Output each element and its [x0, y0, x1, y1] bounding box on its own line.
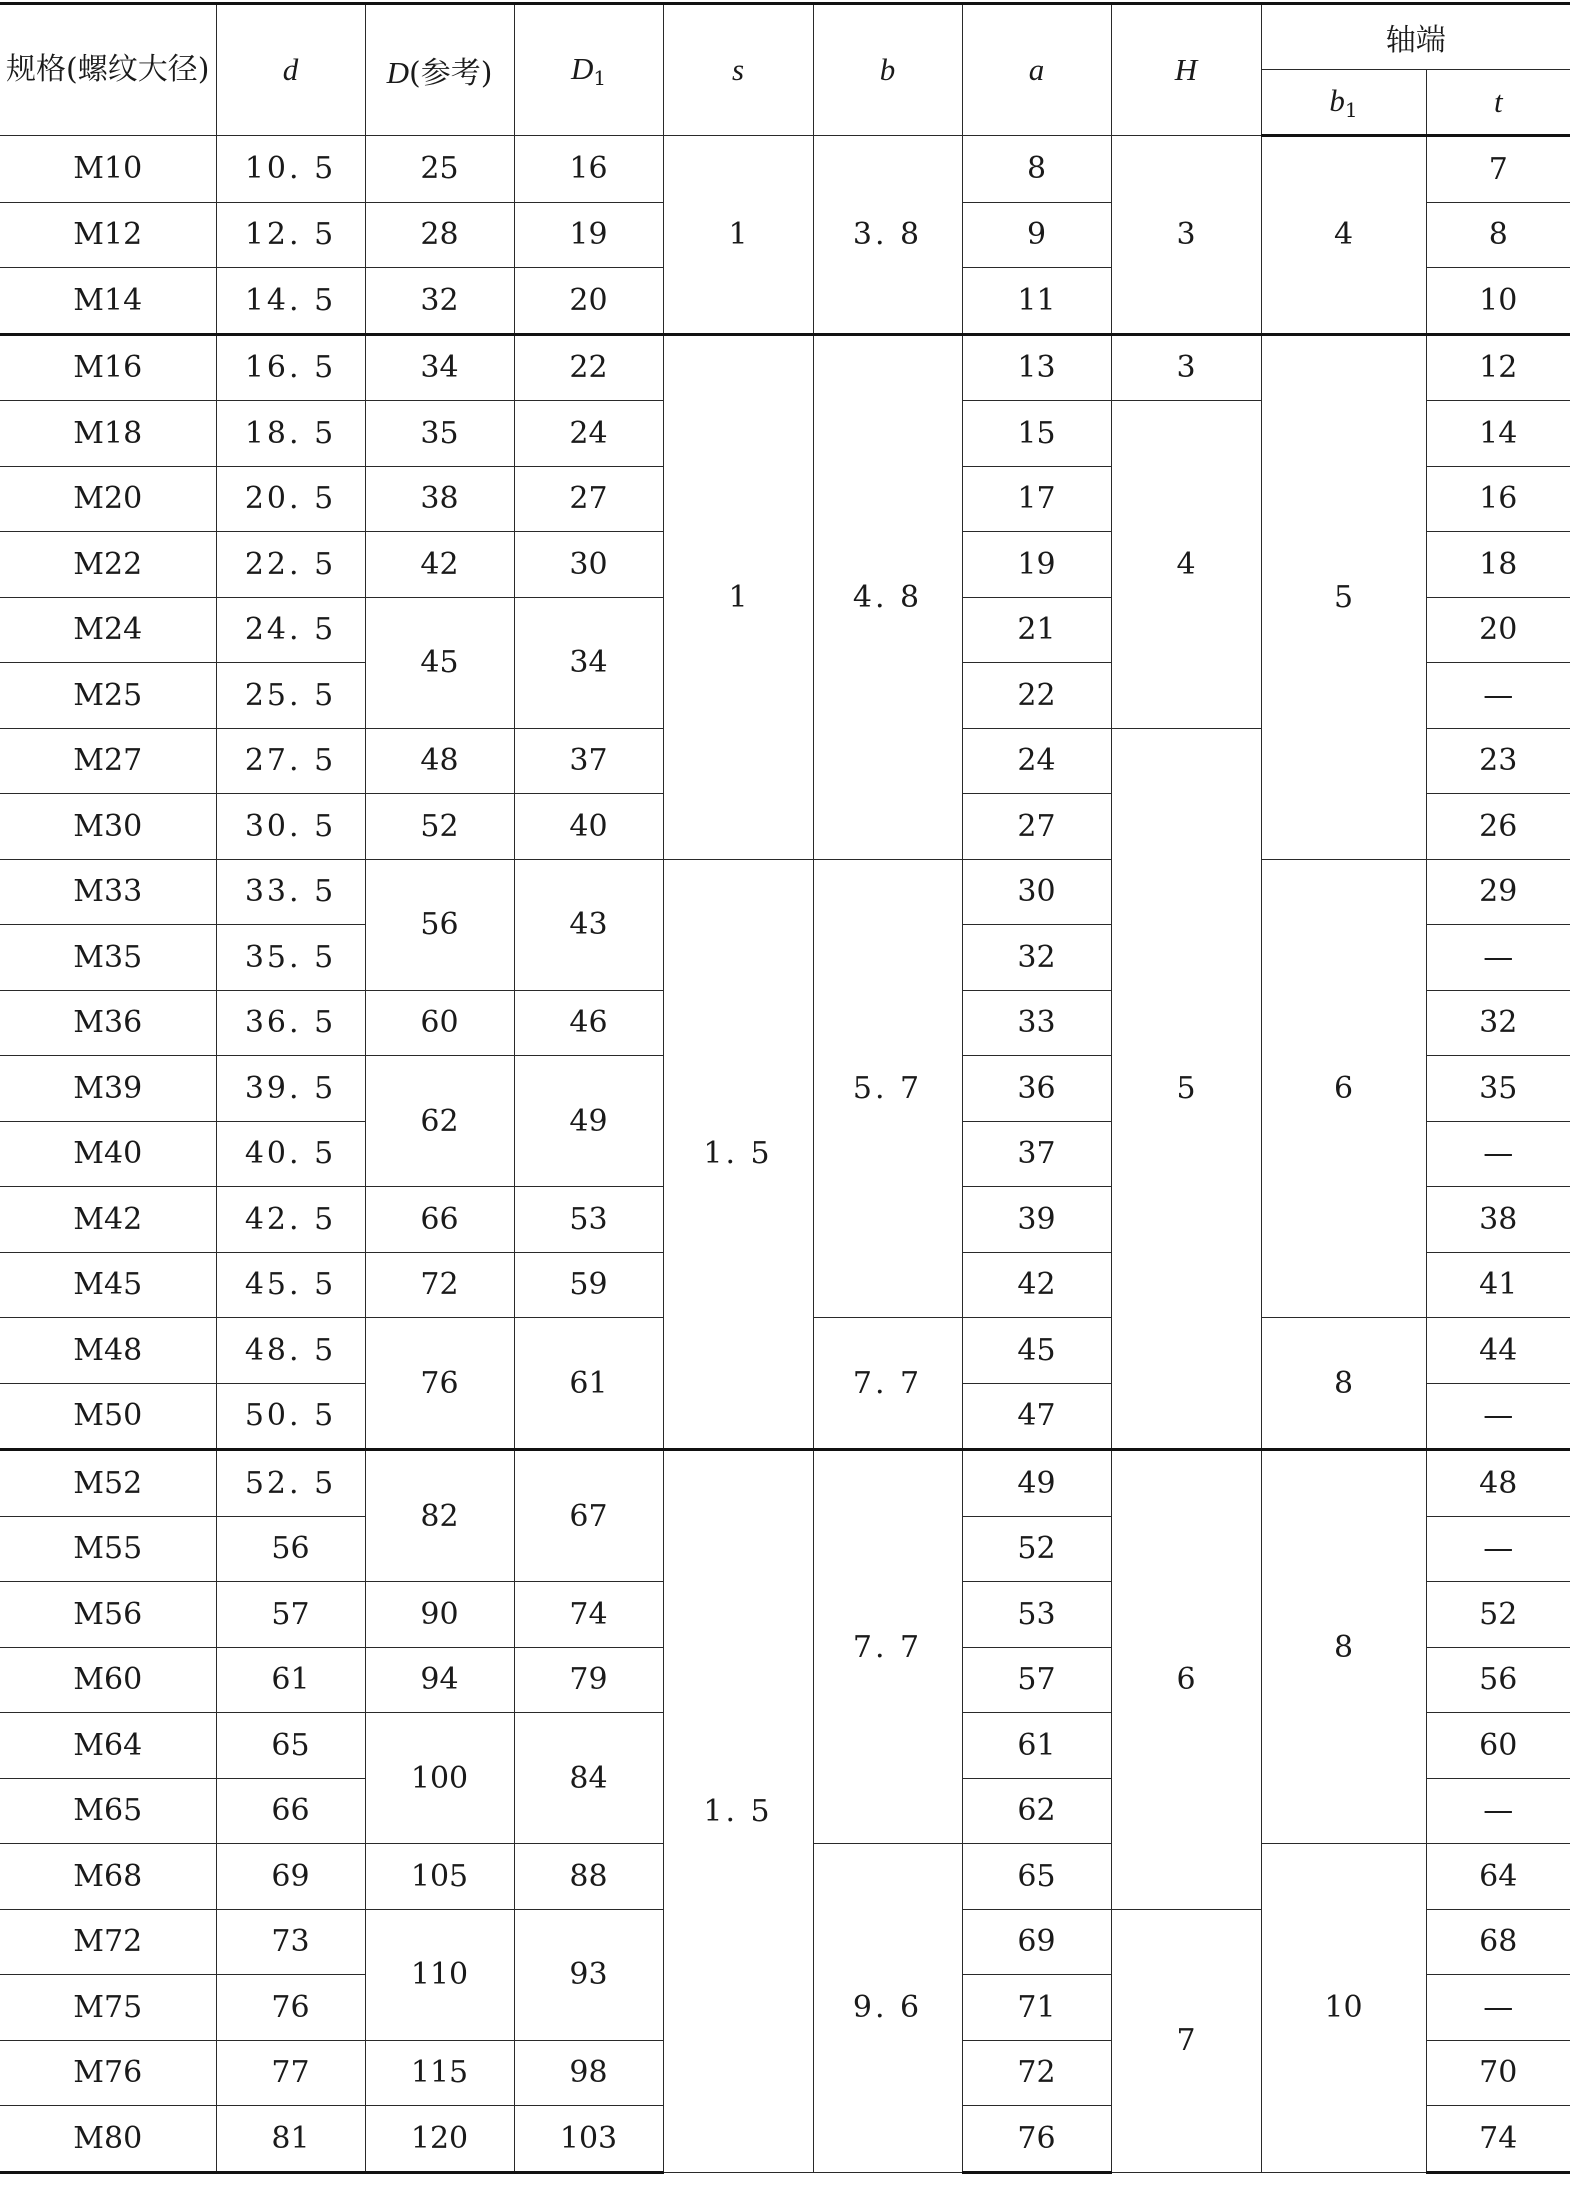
header-D-ref-text: (参考) [408, 56, 493, 91]
cell-a: 17 [962, 466, 1111, 532]
cell-t: 8 [1426, 202, 1570, 268]
cell-d: 33. 5 [216, 859, 365, 925]
cell-D: 105 [365, 1844, 514, 1910]
cell-s: 1 [663, 136, 813, 335]
cell-b1: 10 [1261, 1844, 1426, 2173]
cell-t: 44 [1426, 1318, 1570, 1384]
cell-d: 16. 5 [216, 334, 365, 401]
cell-spec: M48 [0, 1318, 216, 1384]
cell-t: 32 [1426, 990, 1570, 1056]
cell-a: 72 [962, 2040, 1111, 2106]
header-H-symbol: H [1174, 52, 1198, 87]
cell-D1: 40 [514, 794, 663, 860]
cell-t: 60 [1426, 1713, 1570, 1779]
cell-a: 45 [962, 1318, 1111, 1384]
cell-b: 7. 7 [813, 1450, 962, 1844]
cell-t: 48 [1426, 1450, 1570, 1517]
cell-a: 76 [962, 2106, 1111, 2173]
cell-t: — [1426, 1121, 1570, 1187]
cell-D1: 27 [514, 466, 663, 532]
cell-b: 4. 8 [813, 334, 962, 859]
header-d [216, 4, 365, 136]
cell-d: 10. 5 [216, 136, 365, 203]
cell-t: — [1426, 663, 1570, 729]
cell-s: 1. 5 [663, 859, 813, 1450]
cell-D1: 34 [514, 597, 663, 728]
cell-a: 24 [962, 728, 1111, 794]
cell-d: 35. 5 [216, 925, 365, 991]
cell-spec: M42 [0, 1187, 216, 1253]
cell-spec: M50 [0, 1383, 216, 1450]
cell-b1: 6 [1261, 859, 1426, 1318]
header-D1-subscript: 1 [593, 65, 607, 90]
cell-d: 40. 5 [216, 1121, 365, 1187]
cell-spec: M60 [0, 1647, 216, 1713]
cell-d: 18. 5 [216, 401, 365, 467]
cell-d: 52. 5 [216, 1450, 365, 1517]
cell-D1: 53 [514, 1187, 663, 1253]
cell-D: 52 [365, 794, 514, 860]
cell-spec: M45 [0, 1252, 216, 1318]
cell-t: 70 [1426, 2040, 1570, 2106]
cell-t: 14 [1426, 401, 1570, 467]
cell-d: 57 [216, 1582, 365, 1648]
cell-D: 90 [365, 1582, 514, 1648]
cell-spec: M24 [0, 597, 216, 663]
cell-D: 72 [365, 1252, 514, 1318]
cell-a: 52 [962, 1516, 1111, 1582]
header-t [1426, 70, 1570, 136]
cell-b: 5. 7 [813, 859, 962, 1318]
cell-D: 115 [365, 2040, 514, 2106]
cell-D1: 37 [514, 728, 663, 794]
cell-t: — [1426, 925, 1570, 991]
cell-s: 1. 5 [663, 1450, 813, 2173]
cell-a: 69 [962, 1909, 1111, 1975]
cell-b1: 5 [1261, 334, 1426, 859]
cell-spec: M72 [0, 1909, 216, 1975]
cell-D1: 19 [514, 202, 663, 268]
cell-spec: M14 [0, 268, 216, 335]
cell-a: 49 [962, 1450, 1111, 1517]
cell-t: — [1426, 1975, 1570, 2041]
cell-D: 28 [365, 202, 514, 268]
cell-t: 56 [1426, 1647, 1570, 1713]
cell-D1: 98 [514, 2040, 663, 2106]
cell-d: 30. 5 [216, 794, 365, 860]
header-b1-subscript: 1 [1344, 97, 1358, 122]
cell-D1: 30 [514, 532, 663, 598]
cell-t: 23 [1426, 728, 1570, 794]
cell-D1: 67 [514, 1450, 663, 1582]
cell-spec: M25 [0, 663, 216, 729]
cell-a: 62 [962, 1778, 1111, 1844]
cell-D1: 61 [514, 1318, 663, 1450]
header-D-symbol: D [386, 55, 409, 90]
cell-a: 19 [962, 532, 1111, 598]
header-a [962, 4, 1111, 136]
cell-a: 61 [962, 1713, 1111, 1779]
cell-D: 34 [365, 334, 514, 401]
cell-H: 3 [1111, 334, 1261, 401]
cell-spec: M56 [0, 1582, 216, 1648]
cell-a: 11 [962, 268, 1111, 335]
cell-D: 120 [365, 2106, 514, 2173]
cell-D: 110 [365, 1909, 514, 2040]
cell-H: 7 [1111, 1909, 1261, 2172]
cell-a: 13 [962, 334, 1111, 401]
cell-d: 69 [216, 1844, 365, 1910]
cell-spec: M27 [0, 728, 216, 794]
cell-spec: M20 [0, 466, 216, 532]
cell-b: 9. 6 [813, 1844, 962, 2173]
cell-t: 41 [1426, 1252, 1570, 1318]
cell-d: 36. 5 [216, 990, 365, 1056]
cell-d: 61 [216, 1647, 365, 1713]
cell-D: 56 [365, 859, 514, 990]
cell-D: 38 [365, 466, 514, 532]
cell-a: 57 [962, 1647, 1111, 1713]
cell-D: 25 [365, 136, 514, 203]
header-shaft-end: 轴端 [1261, 4, 1570, 70]
cell-D: 32 [365, 268, 514, 335]
table-row [0, 1450, 1570, 1517]
header-b1 [1261, 70, 1426, 136]
cell-d: 56 [216, 1516, 365, 1582]
cell-t: 26 [1426, 794, 1570, 860]
table-row [0, 334, 1570, 401]
cell-a: 65 [962, 1844, 1111, 1910]
cell-d: 24. 5 [216, 597, 365, 663]
cell-spec: M30 [0, 794, 216, 860]
cell-D1: 103 [514, 2106, 663, 2173]
cell-D1: 46 [514, 990, 663, 1056]
cell-D1: 93 [514, 1909, 663, 2040]
cell-spec: M55 [0, 1516, 216, 1582]
cell-d: 77 [216, 2040, 365, 2106]
cell-d: 42. 5 [216, 1187, 365, 1253]
cell-spec: M12 [0, 202, 216, 268]
cell-spec: M33 [0, 859, 216, 925]
cell-D1: 84 [514, 1713, 663, 1844]
cell-d: 76 [216, 1975, 365, 2041]
cell-spec: M68 [0, 1844, 216, 1910]
cell-d: 45. 5 [216, 1252, 365, 1318]
thread-dimension-table [0, 2, 1570, 2174]
cell-D: 82 [365, 1450, 514, 1582]
cell-spec: M80 [0, 2106, 216, 2173]
cell-spec: M65 [0, 1778, 216, 1844]
cell-b1: 4 [1261, 136, 1426, 335]
cell-a: 30 [962, 859, 1111, 925]
cell-b1: 8 [1261, 1450, 1426, 1844]
cell-spec: M22 [0, 532, 216, 598]
cell-spec: M18 [0, 401, 216, 467]
cell-D1: 22 [514, 334, 663, 401]
cell-D1: 43 [514, 859, 663, 990]
cell-spec: M16 [0, 334, 216, 401]
cell-D1: 20 [514, 268, 663, 335]
cell-t: 52 [1426, 1582, 1570, 1648]
cell-d: 73 [216, 1909, 365, 1975]
cell-D1: 59 [514, 1252, 663, 1318]
cell-a: 47 [962, 1383, 1111, 1450]
cell-spec: M75 [0, 1975, 216, 2041]
header-b1-symbol: b [1329, 82, 1345, 118]
cell-spec: M52 [0, 1450, 216, 1517]
cell-H: 5 [1111, 728, 1261, 1450]
header-t-symbol: t [1493, 84, 1503, 119]
cell-spec: M10 [0, 136, 216, 203]
cell-d: 50. 5 [216, 1383, 365, 1450]
cell-spec: M39 [0, 1056, 216, 1122]
cell-b1: 8 [1261, 1318, 1426, 1450]
cell-D1: 88 [514, 1844, 663, 1910]
cell-a: 27 [962, 794, 1111, 860]
cell-d: 39. 5 [216, 1056, 365, 1122]
cell-d: 14. 5 [216, 268, 365, 335]
cell-D1: 24 [514, 401, 663, 467]
cell-D: 42 [365, 532, 514, 598]
cell-t: 64 [1426, 1844, 1570, 1910]
cell-b: 7. 7 [813, 1318, 962, 1450]
cell-a: 33 [962, 990, 1111, 1056]
cell-t: — [1426, 1383, 1570, 1450]
cell-D1: 16 [514, 136, 663, 203]
cell-t: 10 [1426, 268, 1570, 335]
cell-t: 18 [1426, 532, 1570, 598]
cell-D: 100 [365, 1713, 514, 1844]
header-b [813, 4, 962, 136]
cell-d: 48. 5 [216, 1318, 365, 1384]
cell-d: 20. 5 [216, 466, 365, 532]
cell-t: 74 [1426, 2106, 1570, 2173]
cell-a: 37 [962, 1121, 1111, 1187]
header-s-symbol: s [731, 52, 745, 87]
cell-a: 42 [962, 1252, 1111, 1318]
cell-s: 1 [663, 334, 813, 859]
cell-d: 81 [216, 2106, 365, 2173]
cell-t: 20 [1426, 597, 1570, 663]
cell-a: 9 [962, 202, 1111, 268]
cell-d: 65 [216, 1713, 365, 1779]
cell-D: 76 [365, 1318, 514, 1450]
cell-d: 25. 5 [216, 663, 365, 729]
table-row [0, 859, 1570, 925]
cell-d: 27. 5 [216, 728, 365, 794]
header-spec: 规格(螺纹大径) [0, 4, 216, 136]
cell-D: 66 [365, 1187, 514, 1253]
cell-D1: 49 [514, 1056, 663, 1187]
cell-a: 22 [962, 663, 1111, 729]
cell-t: 35 [1426, 1056, 1570, 1122]
cell-a: 36 [962, 1056, 1111, 1122]
cell-t: 68 [1426, 1909, 1570, 1975]
cell-spec: M40 [0, 1121, 216, 1187]
cell-d: 22. 5 [216, 532, 365, 598]
header-d-symbol: d [282, 52, 299, 87]
header-a-symbol: a [1028, 52, 1045, 87]
cell-spec: M76 [0, 2040, 216, 2106]
cell-t: — [1426, 1778, 1570, 1844]
header-D1-symbol: D [570, 50, 594, 86]
cell-t: 12 [1426, 334, 1570, 401]
cell-d: 12. 5 [216, 202, 365, 268]
header-b-symbol: b [879, 52, 896, 87]
cell-a: 71 [962, 1975, 1111, 2041]
cell-D: 35 [365, 401, 514, 467]
cell-a: 15 [962, 401, 1111, 467]
header-H [1111, 4, 1261, 136]
header-s [663, 4, 813, 136]
cell-D: 45 [365, 597, 514, 728]
cell-D1: 79 [514, 1647, 663, 1713]
header-D1 [514, 4, 663, 136]
cell-t: 7 [1426, 136, 1570, 203]
cell-a: 39 [962, 1187, 1111, 1253]
cell-D1: 74 [514, 1582, 663, 1648]
cell-H: 3 [1111, 136, 1261, 335]
cell-spec: M64 [0, 1713, 216, 1779]
table-row [0, 136, 1570, 203]
cell-D: 48 [365, 728, 514, 794]
header-D-ref [365, 4, 514, 136]
cell-a: 8 [962, 136, 1111, 203]
cell-H: 6 [1111, 1450, 1261, 1910]
cell-b: 3. 8 [813, 136, 962, 335]
cell-spec: M36 [0, 990, 216, 1056]
cell-t: — [1426, 1516, 1570, 1582]
cell-D: 60 [365, 990, 514, 1056]
cell-spec: M35 [0, 925, 216, 991]
cell-D: 62 [365, 1056, 514, 1187]
cell-d: 66 [216, 1778, 365, 1844]
cell-a: 53 [962, 1582, 1111, 1648]
cell-H: 4 [1111, 401, 1261, 729]
cell-D: 94 [365, 1647, 514, 1713]
cell-a: 32 [962, 925, 1111, 991]
cell-t: 38 [1426, 1187, 1570, 1253]
cell-t: 16 [1426, 466, 1570, 532]
cell-a: 21 [962, 597, 1111, 663]
cell-t: 29 [1426, 859, 1570, 925]
